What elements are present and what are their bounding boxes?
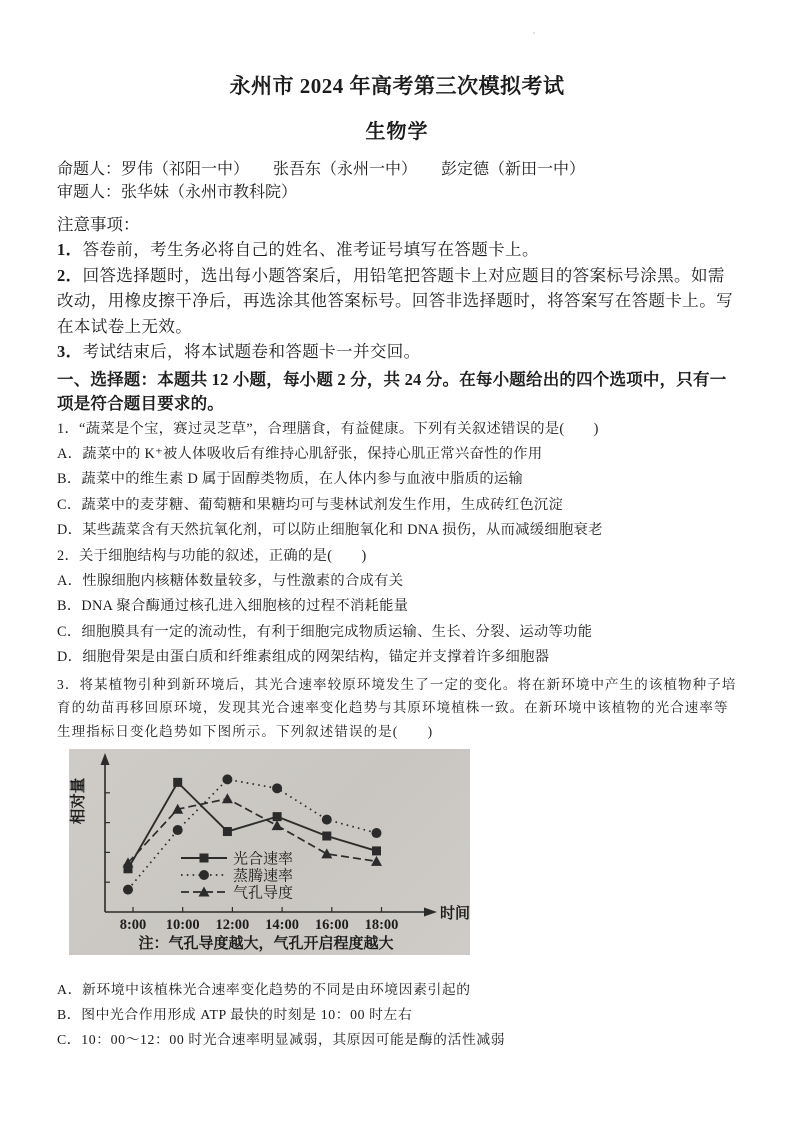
question-1 <box>57 417 737 544</box>
question-3 <box>57 673 737 1052</box>
line-chart-canvas <box>69 749 470 955</box>
data-point-square <box>223 827 232 836</box>
notice-heading: 注意事项： <box>57 215 140 234</box>
x-tick-label: 14:00 <box>265 916 300 933</box>
x-tick-label: 12:00 <box>215 916 250 933</box>
section-heading: 一、选择题：本题共 12 小题，每小题 2 分，共 24 分。在每小题给出的四个选项中，只有一项是符合题目要求的。 <box>57 369 727 413</box>
option-b: B．蔬菜中的维生素 D 属于固醇类物质，在人体内参与血液中脂质的运输 <box>57 471 524 488</box>
y-axis-arrow <box>101 753 110 765</box>
data-point-triangle <box>321 848 332 858</box>
data-point-triangle <box>222 793 233 803</box>
data-point-square <box>322 831 331 840</box>
exam-subject: 生物学 <box>365 121 429 143</box>
data-point-square <box>273 812 282 821</box>
data-point-square <box>173 778 182 787</box>
notice-item-text: 考试结束后，将本试题卷和答题卡一并交回。 <box>82 342 421 361</box>
question-stem: 3．将某植物引种到新环境后，其光合速率较原环境发生了一定的变化。将在新环境中产生的该植物种子培育的幼苗再移回原环境，发现其光合速率变化趋势与其原环境植株一致。在新环境中该植物的光合速率等生理指标日变化趋势如下图所示。下列叙述错误的是( ) <box>57 676 737 740</box>
question-stem: 1．“蔬菜是个宝，赛过灵芝草”，合理膳食，有益健康。下列有关叙述错误的是( ) <box>57 420 599 437</box>
data-point-circle <box>322 815 332 825</box>
x-axis-arrow <box>424 907 437 916</box>
y-axis-title: 相对量 <box>70 777 87 825</box>
notice-item <box>57 263 737 340</box>
notice-item <box>57 237 737 263</box>
option-d: D．某些蔬菜含有天然抗氧化剂，可以防止细胞氧化和 DNA 损伤，从而减缓细胞衰老 <box>57 522 603 539</box>
notice-item-number: 1． <box>57 240 83 259</box>
option-a: A．性腺细胞内核糖体数量较多，与性激素的合成有关 <box>57 572 404 589</box>
legend-label: 光合速率 <box>233 851 294 868</box>
x-axis-title: 时间 <box>440 905 470 922</box>
data-point-circle <box>199 870 209 880</box>
scan-speck: ' <box>533 30 535 42</box>
option-d: D．细胞骨架是由蛋白质和纤维素组成的网架结构，锚定并支撑着许多细胞器 <box>57 649 550 666</box>
chart-note: 注：气孔导度越大，气孔开启程度越大 <box>138 935 394 952</box>
notice-item-number: 2． <box>57 265 83 285</box>
notice-item-number: 3． <box>57 342 83 361</box>
option-a: A．新环境中该植株光合速率变化趋势的不同是由环境因素引起的 <box>57 981 471 997</box>
exam-title: 永州市 2024 年高考第三次模拟考试 <box>229 74 565 98</box>
option-c: C．蔬菜中的麦芽糖、葡萄糖和果糖均可与斐林试剂发生作用，生成砖红色沉淀 <box>57 496 564 513</box>
x-tick-label: 18:00 <box>364 916 399 933</box>
photosynthesis-figure <box>69 749 470 955</box>
option-b: B．DNA 聚合酶通过核孔进入细胞核的过程不消耗能量 <box>57 598 409 615</box>
setters-line: 命题人：罗伟（祁阳一中） 张吾东（永州一中） 彭定德（新田一中） <box>57 161 586 178</box>
x-tick-label: 8:00 <box>119 916 147 933</box>
question-stem: 2．关于细胞结构与功能的叙述，正确的是( ) <box>57 547 367 564</box>
data-point-circle <box>123 885 133 895</box>
legend-label: 气孔导度 <box>233 885 294 902</box>
option-c: C．10：00～12：00 时光合速率明显减弱，其原因可能是酶的活性减弱 <box>57 1031 506 1047</box>
x-tick-label: 16:00 <box>314 916 349 933</box>
notice-item-text: 回答选择题时，选出每小题答案后，用铅笔把答题卡上对应题目的答案标号涂黑。如需改动，用橡皮擦干净后，再选涂其他答案标号。回答非选择题时，将答案写在答题卡上。写在本试卷上无效。 <box>57 265 733 336</box>
option-a: A．蔬菜中的 K⁺被人体吸收后有维持心肌舒张，保持心肌正常兴奋性的作用 <box>57 445 543 462</box>
data-point-circle <box>222 774 232 784</box>
data-point-circle <box>173 825 183 835</box>
notice-item-text: 答卷前，考生务必将自己的姓名、准考证号填写在答题卡上。 <box>82 240 539 259</box>
data-point-triangle <box>272 820 283 830</box>
x-tick-label: 10:00 <box>165 916 200 933</box>
data-point-circle <box>372 828 382 838</box>
data-point-square <box>372 846 381 855</box>
data-point-circle <box>272 783 282 793</box>
question-2 <box>57 544 737 671</box>
option-c: C．细胞膜具有一定的流动性，有利于细胞完成物质运输、生长、分裂、运动等功能 <box>57 623 593 640</box>
legend-label: 蒸腾速率 <box>233 868 294 885</box>
option-b: B．图中光合作用形成 ATP 最快的时刻是 10：00 时左右 <box>57 1006 413 1022</box>
data-point-square <box>200 853 209 862</box>
notice-item <box>57 339 737 365</box>
reviewers-line: 审题人：张华妹（永州市教科院） <box>57 184 298 201</box>
